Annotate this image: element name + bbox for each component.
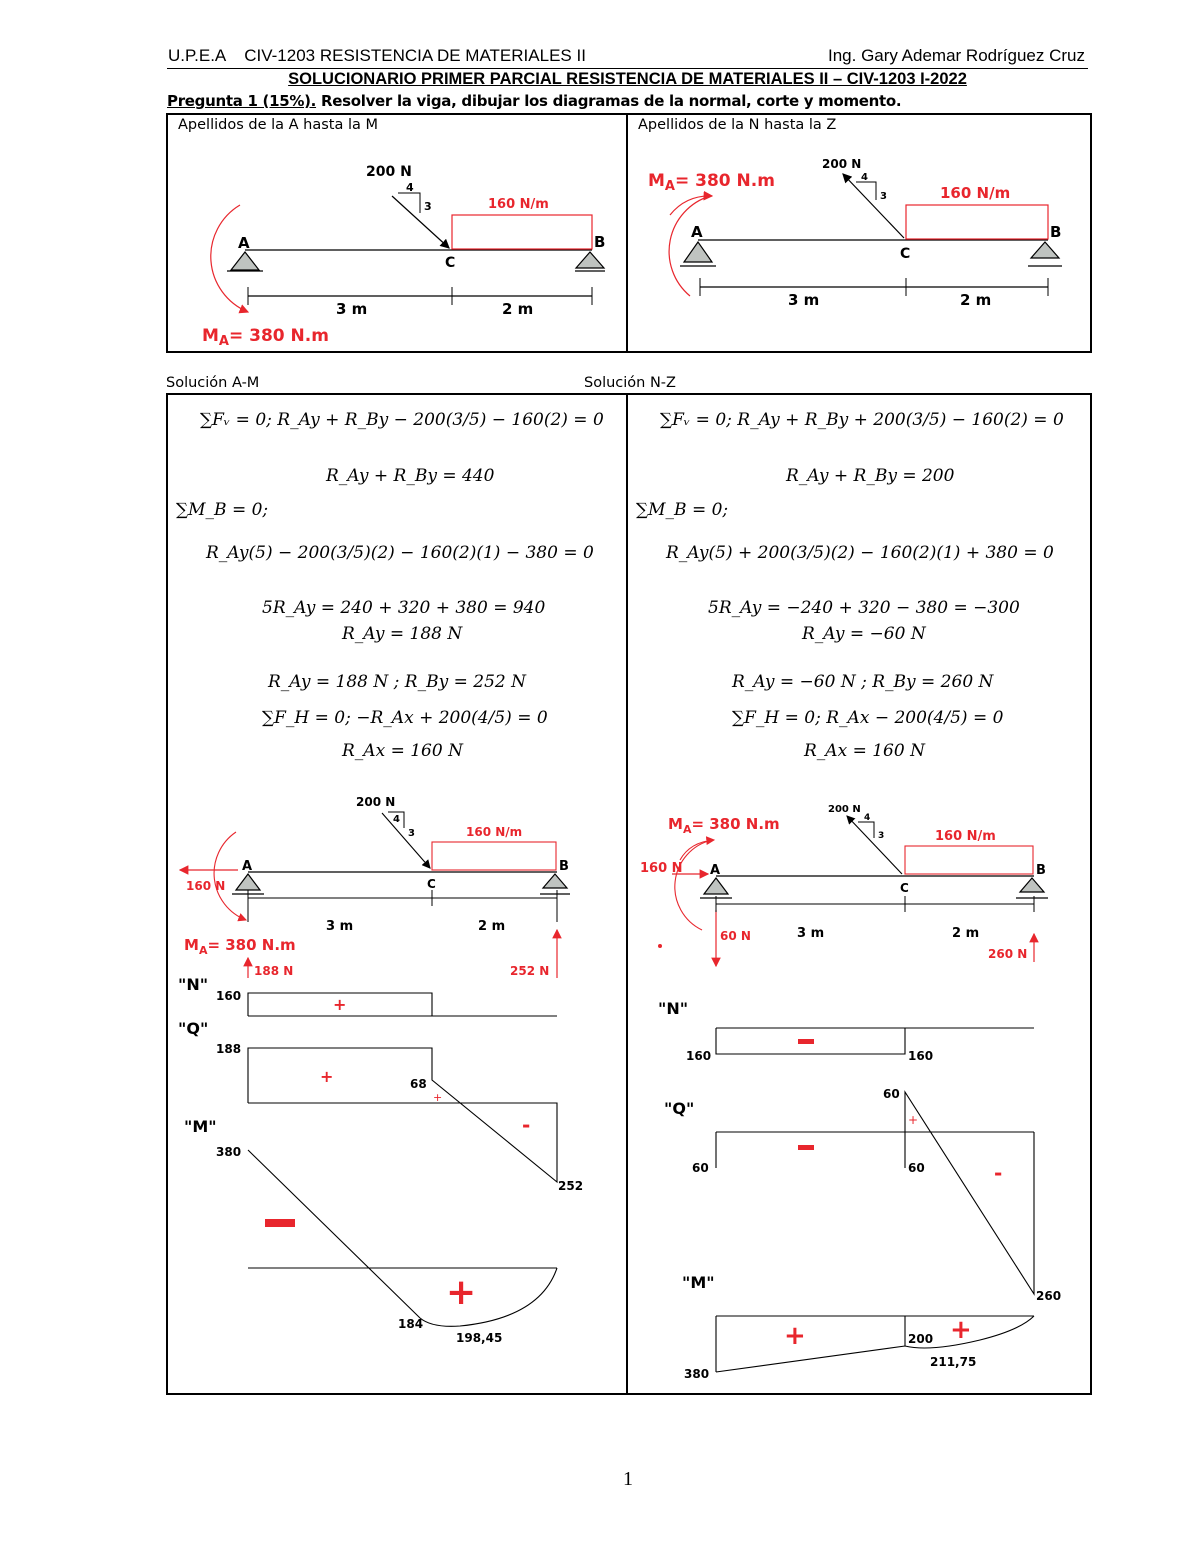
q-c-value: 68: [410, 1077, 427, 1091]
eq-am-sum-fh: ∑F_H = 0; −R_Ax + 200(4/5) = 0: [262, 708, 548, 728]
page-number: 1: [623, 1468, 633, 1490]
span2-label: 2 m: [502, 300, 534, 318]
m-start-value: 380: [684, 1367, 710, 1381]
eq-am-sum-r: R_Ay + R_By = 440: [326, 466, 495, 486]
eq-am-5ray: 5R_Ay = 240 + 320 + 380 = 940: [262, 598, 546, 618]
beam-am-solution: [180, 795, 570, 978]
slope-h-label: 4: [864, 813, 871, 823]
eq-nz-sum-r: R_Ay + R_By = 200: [786, 466, 955, 486]
header-instructor: Ing. Gary Ademar Rodríguez Cruz: [827, 46, 1085, 65]
n-diagram-title: "N": [178, 975, 209, 994]
label-a: A: [242, 859, 253, 874]
label-a: A: [691, 223, 703, 241]
label-c: C: [900, 246, 911, 262]
n-value: 160: [216, 989, 242, 1003]
m-plus-left: +: [784, 1321, 806, 1351]
label-a: A: [710, 863, 721, 878]
label-b: B: [1050, 223, 1062, 241]
beam-am-problem: [202, 164, 605, 349]
m-plus-sign: +: [446, 1272, 477, 1313]
m-plus-right: +: [950, 1315, 972, 1345]
point-load-label: 200 N: [366, 164, 412, 180]
q-diagram-title: "Q": [178, 1019, 209, 1038]
moment-label: $M_A= 380$ N.m: [202, 326, 329, 349]
eq-nz-moment: R_Ay(5) + 200(3/5)(2) − 160(2)(1) + 380 = 0: [666, 543, 1054, 563]
q-plus-small: +: [908, 1113, 919, 1127]
case-nz-label: Apellidos de la N hasta la Z: [638, 117, 837, 133]
n-diagram-title: "N": [658, 999, 689, 1018]
slope-v-label: 3: [408, 828, 415, 839]
q-end-value: 260: [1036, 1289, 1062, 1303]
q-diagram-title: "Q": [664, 1099, 695, 1118]
ray-label: 188 N: [254, 964, 294, 978]
rax-label: 160 N: [186, 879, 226, 893]
solution-am-label: Solución A-M: [166, 375, 260, 391]
eq-am-ray: R_Ay = 188 N: [342, 624, 463, 644]
eq-nz-rax: R_Ax = 160 N: [804, 741, 925, 761]
m-max-value: 198,45: [456, 1331, 503, 1345]
eq-nz-sum-fv: ∑Fᵥ = 0; R_Ay + R_By + 200(3/5) − 160(2) = 0: [660, 410, 1064, 430]
span2-label: 2 m: [478, 919, 506, 934]
q-left-value: 60: [692, 1161, 709, 1175]
beam-nz-problem: [648, 157, 1062, 309]
m-diagram-title: "M": [682, 1273, 715, 1292]
point-load-label: 200 N: [356, 795, 396, 809]
beam-nz-solution: [640, 804, 1048, 966]
q-c-value: 60: [908, 1161, 925, 1175]
dist-load-label: 160 N/m: [940, 184, 1011, 202]
q-minus-right: -: [994, 1161, 1003, 1185]
q-top-value: 60: [883, 1087, 900, 1101]
q-start-value: 188: [216, 1042, 242, 1056]
n-right-value: 160: [908, 1049, 934, 1063]
label-b: B: [559, 859, 569, 874]
label-c: C: [427, 877, 436, 891]
span1-label: 3 m: [797, 926, 825, 941]
header-course: U.P.E.A CIV-1203 RESISTENCIA DE MATERIALES II: [168, 46, 586, 65]
q-minus-sign: -: [522, 1113, 531, 1137]
dist-load-label: 160 N/m: [935, 829, 996, 844]
document-title: SOLUCIONARIO PRIMER PARCIAL RESISTENCIA DE MATERIALES II – CIV-1203 I-2022: [288, 70, 967, 88]
span1-label: 3 m: [336, 300, 368, 318]
label-b: B: [1036, 863, 1046, 878]
question-number: Pregunta 1 (15%).: [167, 92, 317, 110]
label-a: A: [238, 234, 250, 252]
n-minus-sign: [798, 1039, 814, 1044]
label-c: C: [445, 255, 456, 271]
slope-h-label: 4: [861, 172, 868, 183]
m-start-value: 380: [216, 1145, 242, 1159]
m-diagram-title: "M": [184, 1117, 217, 1136]
span1-label: 3 m: [788, 291, 820, 309]
eq-nz-sum-mb: ∑M_B = 0;: [636, 500, 729, 520]
label-b: B: [594, 233, 606, 251]
m-minus-sign: [265, 1219, 295, 1227]
slope-v-label: 3: [880, 191, 887, 202]
question-text: Resolver la viga, dibujar los diagramas de la normal, corte y momento.: [316, 92, 902, 110]
eq-am-moment: R_Ay(5) − 200(3/5)(2) − 160(2)(1) − 380 = 0: [206, 543, 594, 563]
eq-am-sum-fv: ∑Fᵥ = 0; R_Ay + R_By − 200(3/5) − 160(2) = 0: [200, 410, 604, 430]
moment-label: $M_A= 380$ N.m: [184, 936, 296, 957]
label-c: C: [900, 881, 909, 895]
diagrams-nz: [658, 999, 1061, 1381]
slope-h-label: 4: [406, 181, 414, 194]
dist-load-label: 160 N/m: [488, 197, 549, 212]
rby-label: 260 N: [988, 947, 1028, 961]
n-left-value: 160: [686, 1049, 712, 1063]
rby-label: 252 N: [510, 964, 550, 978]
eq-am-rax: R_Ax = 160 N: [342, 741, 463, 761]
m-c-value: 200: [908, 1332, 934, 1346]
eq-nz-ray: R_Ay = −60 N: [802, 624, 926, 644]
span1-label: 3 m: [326, 919, 354, 934]
q-plus-small: +: [433, 1091, 443, 1104]
q-plus-sign: +: [320, 1067, 334, 1086]
eq-am-sum-mb: ∑M_B = 0;: [176, 500, 269, 520]
moment-label: $M_A= 380$ N.m: [648, 171, 775, 194]
span2-label: 2 m: [952, 926, 980, 941]
ray-label: 60 N: [720, 929, 751, 943]
n-plus-sign: +: [333, 995, 347, 1014]
diagrams-am: [178, 975, 583, 1345]
slope-h-label: 4: [393, 814, 400, 825]
slope-v-label: 3: [878, 831, 885, 841]
m-c-value: 184: [398, 1317, 424, 1331]
slope-v-label: 3: [424, 200, 432, 213]
dist-load-label: 160 N/m: [466, 825, 523, 839]
eq-nz-sum-fh: ∑F_H = 0; R_Ax − 200(4/5) = 0: [732, 708, 1004, 728]
m-max-value: 211,75: [930, 1355, 977, 1369]
eq-nz-reactions: R_Ay = −60 N ; R_By = 260 N: [732, 672, 994, 692]
span2-label: 2 m: [960, 291, 992, 309]
q-minus-sign: [798, 1145, 814, 1150]
eq-am-reactions: R_Ay = 188 N ; R_By = 252 N: [268, 672, 526, 692]
solution-nz-label: Solución N-Z: [584, 375, 676, 391]
case-am-label: Apellidos de la A hasta la M: [178, 117, 378, 133]
point-load-label: 200 N: [828, 804, 861, 815]
point-load-label: 200 N: [822, 157, 862, 171]
q-end-value: 252: [558, 1179, 584, 1193]
eq-nz-5ray: 5R_Ay = −240 + 320 − 380 = −300: [708, 598, 1020, 618]
rax-label: 160 N: [640, 861, 683, 876]
moment-label: $M_A= 380$ N.m: [668, 815, 780, 836]
